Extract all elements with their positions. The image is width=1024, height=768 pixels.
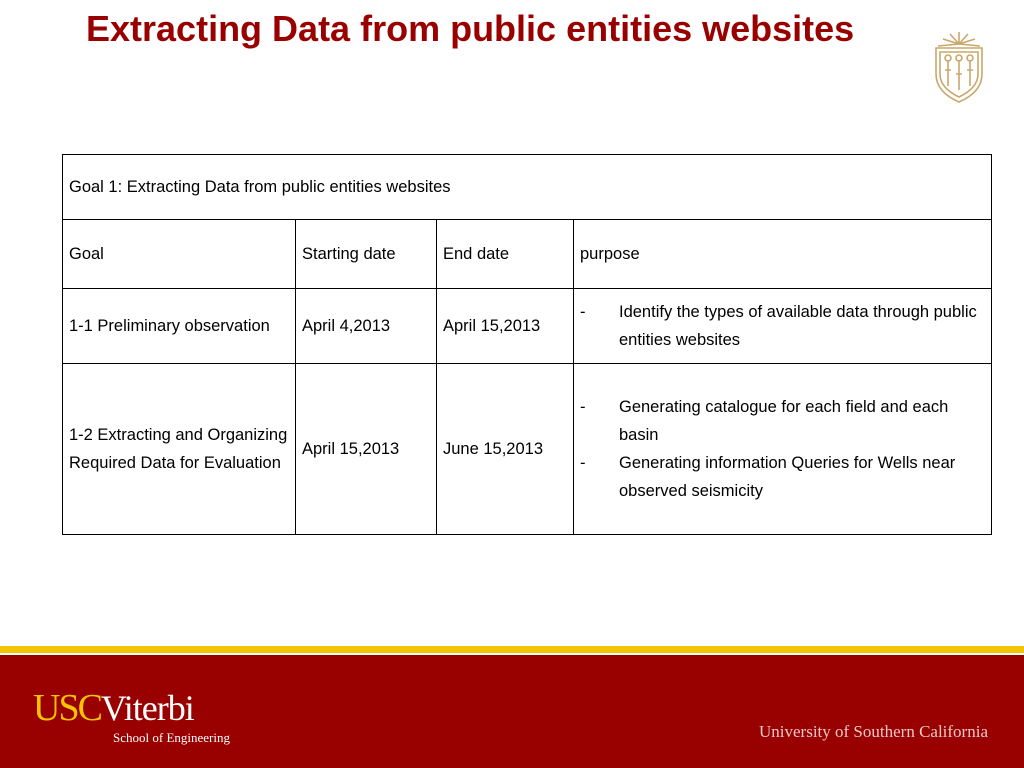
cell-goal: 1-1 Preliminary observation <box>63 289 296 364</box>
slide-title: Extracting Data from public entities websites <box>86 8 855 49</box>
cell-goal: 1-2 Extracting and Organizing Required Data for Evaluation <box>63 364 296 535</box>
footer-white-stripe <box>0 653 1024 655</box>
header-goal: Goal <box>63 220 296 289</box>
purpose-item <box>580 393 985 449</box>
bullet-dash: - <box>580 398 586 416</box>
usc-seal-icon <box>928 30 990 104</box>
bullet-dash: - <box>580 454 586 472</box>
purpose-list <box>580 298 985 354</box>
table-caption-cell: Goal 1: Extracting Data from public entities websites <box>63 155 992 220</box>
purpose-item <box>580 298 985 354</box>
purpose-text: Identify the types of available data through public entities websites <box>619 303 977 349</box>
goals-table <box>62 154 992 535</box>
table-row <box>63 364 992 535</box>
usc-viterbi-logo <box>33 686 230 745</box>
cell-purpose <box>574 364 992 535</box>
cell-start-date: April 4,2013 <box>296 289 437 364</box>
logo-viterbi-text: Viterbi <box>100 688 194 728</box>
header-end-date: End date <box>437 220 574 289</box>
cell-purpose <box>574 289 992 364</box>
logo-school-text: School of Engineering <box>113 730 230 745</box>
table-row <box>63 289 992 364</box>
footer-band <box>0 646 1024 768</box>
university-name: University of Southern California <box>759 722 988 741</box>
header-starting-date: Starting date <box>296 220 437 289</box>
cell-end-date: April 15,2013 <box>437 289 574 364</box>
bullet-dash: - <box>580 303 586 321</box>
purpose-list <box>580 393 985 505</box>
purpose-item <box>580 449 985 505</box>
purpose-text: Generating information Queries for Wells near observed seismicity <box>619 454 956 500</box>
purpose-text: Generating catalogue for each field and each basin <box>619 398 949 444</box>
table-header-row <box>63 220 992 289</box>
footer-gold-stripe <box>0 646 1024 653</box>
cell-end-date: June 15,2013 <box>437 364 574 535</box>
table-title-row <box>63 155 992 220</box>
header-purpose: purpose <box>574 220 992 289</box>
logo-usc-text: USC <box>33 687 101 729</box>
cell-start-date: April 15,2013 <box>296 364 437 535</box>
